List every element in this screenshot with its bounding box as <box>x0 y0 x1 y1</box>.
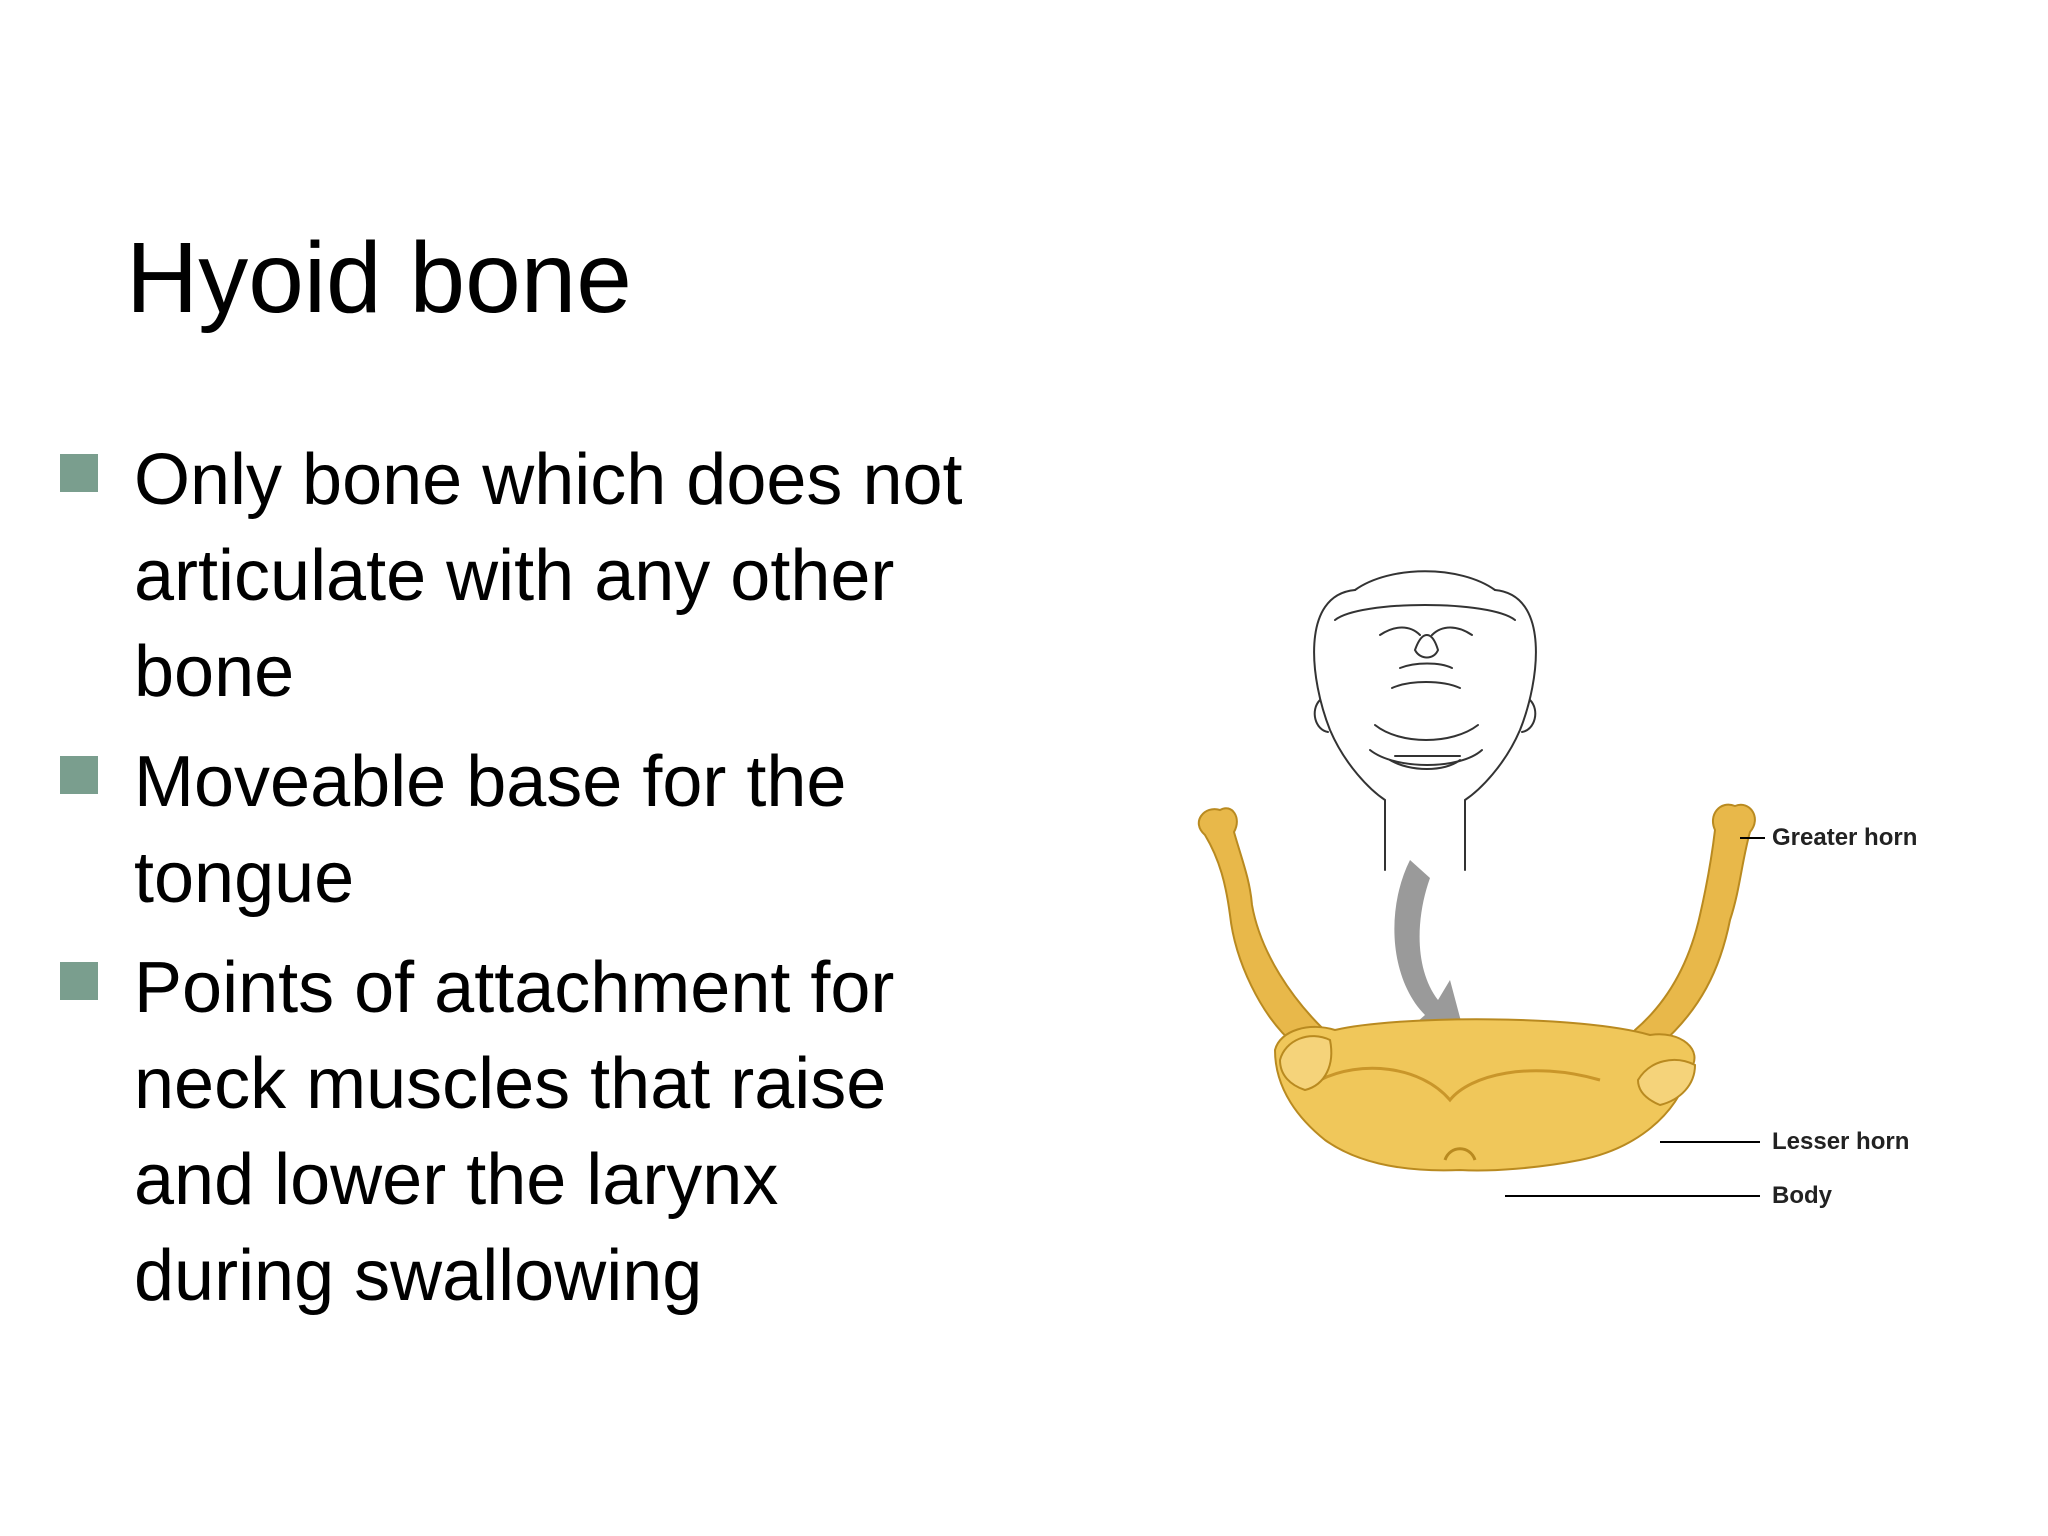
slide-title: Hyoid bone <box>126 222 632 334</box>
bullet-line: neck muscles that raise <box>134 1044 887 1124</box>
hyoid-illustration <box>1160 560 1960 1260</box>
bullet-list <box>60 432 1120 1338</box>
bullet-line: Points of attachment for <box>134 948 895 1028</box>
bullet-line: articulate with any other <box>134 536 895 616</box>
bullet-line: during swallowing <box>134 1236 703 1316</box>
square-bullet-icon <box>60 454 98 492</box>
square-bullet-icon <box>60 756 98 794</box>
curved-arrow-icon <box>1394 860 1466 1040</box>
hyoid-bone-icon <box>1199 805 1755 1171</box>
bullet-item <box>60 940 1120 1324</box>
bullet-line: tongue <box>134 838 355 918</box>
bullet-line: bone <box>134 632 295 712</box>
square-bullet-icon <box>60 962 98 1000</box>
bullet-line: Only bone which does not <box>134 440 963 520</box>
bullet-item <box>60 734 1120 926</box>
body-label: Body <box>1772 1182 1832 1209</box>
lesser-horn-label: Lesser horn <box>1772 1128 1910 1155</box>
greater-horn-label: Greater horn <box>1772 824 1918 851</box>
bullet-line: and lower the larynx <box>134 1140 779 1220</box>
bullet-item <box>60 432 1120 720</box>
bullet-line: Moveable base for the <box>134 742 847 822</box>
head-outline-icon <box>1314 571 1536 870</box>
